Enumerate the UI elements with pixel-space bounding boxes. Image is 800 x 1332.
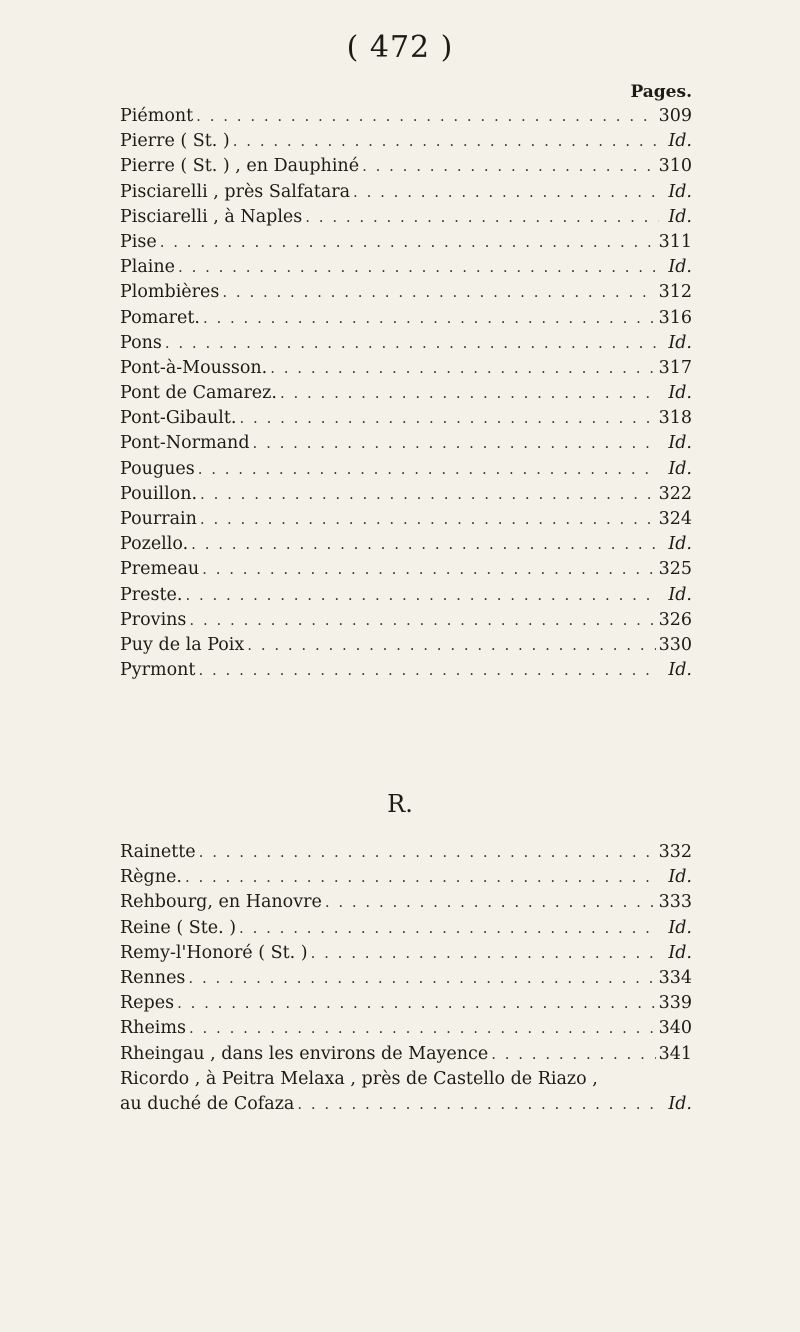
- index-entry: [120, 1018, 692, 1043]
- entry-name: Rehbourg, en Hanovre: [120, 892, 322, 913]
- index-entry: [120, 892, 692, 917]
- dot-leader: [247, 636, 655, 654]
- entry-page: Id.: [668, 867, 692, 888]
- entry-name: Pisciarelli , près Salfatara: [120, 181, 351, 202]
- entry-name: Pierre ( St. ) , en Dauphiné: [120, 156, 360, 177]
- entry-name: Premeau: [120, 559, 200, 580]
- dot-leader: [198, 661, 659, 679]
- dot-leader: [270, 359, 655, 377]
- entry-name: Reine ( Ste. ): [120, 917, 237, 938]
- dot-leader: [233, 132, 659, 150]
- index-entry: [120, 635, 692, 660]
- entry-page: Id.: [668, 458, 692, 479]
- index-entry: [120, 660, 692, 685]
- entry-name: Repes: [120, 993, 175, 1014]
- dot-leader: [305, 208, 659, 226]
- entry-page: 341: [658, 1043, 692, 1064]
- entry-page: 325: [658, 559, 692, 580]
- entry-name: Plaine: [120, 257, 176, 278]
- entry-page: 318: [658, 408, 692, 429]
- index-entry: [120, 585, 692, 610]
- entry-page: Id.: [668, 257, 692, 278]
- index-entry: [120, 106, 692, 131]
- entry-name: Pont-Gibault.: [120, 408, 237, 429]
- entry-name: Piémont: [120, 106, 194, 126]
- entry-name: Pougues: [120, 458, 195, 479]
- dot-leader: [280, 384, 659, 402]
- index-entry: [120, 383, 692, 408]
- entry-page: 316: [658, 307, 692, 328]
- entry-page: Id.: [668, 917, 692, 938]
- entry-page: Id.: [668, 131, 692, 152]
- entry-page: 309: [658, 106, 692, 126]
- index-entry: [120, 459, 692, 484]
- entry-page: Id.: [668, 383, 692, 404]
- entry-name: Règne.: [120, 867, 182, 888]
- entry-page: Id.: [668, 433, 692, 454]
- dot-leader: [297, 1095, 659, 1113]
- entry-name: Pozello.: [120, 534, 189, 555]
- entry-page: Id.: [668, 181, 692, 202]
- dot-leader: [189, 1019, 656, 1037]
- entry-name: Pomaret.: [120, 307, 200, 328]
- entry-page: 317: [658, 357, 692, 378]
- dot-leader: [191, 535, 659, 553]
- index-entry: [120, 182, 692, 207]
- index-entry: [120, 842, 692, 867]
- entry-page: 322: [658, 483, 692, 504]
- index-entry: [120, 943, 692, 968]
- dot-leader: [185, 868, 659, 886]
- dot-leader: [198, 460, 659, 478]
- entry-page: Id.: [668, 332, 692, 353]
- entry-name: Puy de la Poix: [120, 634, 245, 655]
- index-entry: [120, 1044, 692, 1069]
- dot-leader: [165, 334, 659, 352]
- entry-page: 330: [658, 634, 692, 655]
- entry-name: Pierre ( St. ): [120, 131, 230, 152]
- index-entry: [120, 509, 692, 534]
- dot-leader: [222, 283, 655, 301]
- index-entry: [120, 1069, 692, 1094]
- index-entry: [120, 484, 692, 509]
- dot-leader: [188, 969, 655, 987]
- dot-leader: [177, 994, 656, 1012]
- entry-page: 333: [658, 892, 692, 913]
- index-entry: [120, 282, 692, 307]
- entry-page: Id.: [668, 534, 692, 555]
- entry-page: 312: [658, 282, 692, 303]
- dot-leader: [200, 485, 656, 503]
- index-entry: [120, 534, 692, 559]
- entry-page: 339: [658, 993, 692, 1014]
- index-entry: [120, 433, 692, 458]
- index-entry: [120, 968, 692, 993]
- index-entry: [120, 232, 692, 257]
- dot-leader: [196, 107, 655, 125]
- entry-name: Rheingau , dans les environs de Mayence: [120, 1043, 489, 1064]
- entry-page: Id.: [668, 206, 692, 227]
- entry-page: 324: [658, 509, 692, 529]
- entry-page: 311: [658, 231, 692, 252]
- index-entry: [120, 408, 692, 433]
- dot-leader: [199, 843, 656, 861]
- entry-name: Plombières: [120, 282, 220, 303]
- dot-leader: [325, 893, 656, 911]
- entry-name: Pons: [120, 332, 162, 353]
- dot-leader: [178, 258, 659, 276]
- index-entry: [120, 131, 692, 156]
- page-number: ( 472 ): [346, 30, 454, 65]
- entry-page: Id.: [668, 942, 692, 963]
- dot-leader: [362, 157, 656, 175]
- index-entry: [120, 1094, 692, 1119]
- index-entry: [120, 308, 692, 333]
- dot-leader: [189, 611, 655, 629]
- index-entry: [120, 156, 692, 181]
- dot-leader: [160, 233, 656, 251]
- dot-leader: [239, 919, 659, 937]
- index-entry: [120, 559, 692, 584]
- dot-leader: [185, 586, 659, 604]
- index-list-r: [120, 842, 692, 1119]
- entry-name: au duché de Cofaza: [120, 1093, 295, 1114]
- index-entry: [120, 333, 692, 358]
- entry-name: Rainette: [120, 842, 196, 862]
- entry-name: Remy-l'Honoré ( St. ): [120, 942, 308, 963]
- dot-leader: [203, 309, 656, 327]
- dot-leader: [353, 183, 659, 201]
- index-entry: [120, 358, 692, 383]
- entry-page: 310: [658, 156, 692, 177]
- dot-leader: [491, 1045, 655, 1063]
- entry-name: Preste.: [120, 584, 183, 605]
- dot-leader: [200, 510, 656, 528]
- entry-page: 340: [658, 1018, 692, 1039]
- entry-name: Rheims: [120, 1018, 186, 1039]
- pages-column-header: Pages.: [630, 82, 692, 102]
- index-entry: [120, 918, 692, 943]
- index-entry: [120, 993, 692, 1018]
- entry-page: 334: [658, 967, 692, 988]
- section-letter-r: R.: [387, 790, 413, 818]
- entry-name: Provins: [120, 609, 187, 630]
- entry-name: Pise: [120, 231, 157, 252]
- entry-page: Id.: [668, 584, 692, 605]
- entry-page: Id.: [668, 660, 692, 681]
- dot-leader: [253, 434, 659, 452]
- entry-name: Pyrmont: [120, 660, 196, 681]
- index-entry: [120, 867, 692, 892]
- index-entry: [120, 610, 692, 635]
- entry-name: Pont de Camarez.: [120, 383, 277, 404]
- entry-name: Pourrain: [120, 509, 197, 529]
- entry-name: Rennes: [120, 967, 186, 988]
- entry-name: Pisciarelli , à Naples: [120, 206, 303, 227]
- entry-page: 326: [658, 609, 692, 630]
- entry-name: Pouillon.: [120, 483, 198, 504]
- entry-page: Id.: [668, 1093, 692, 1114]
- dot-leader: [240, 409, 656, 427]
- entry-name: Ricordo , à Peitra Melaxa , près de Castello de Riazo ,: [120, 1068, 598, 1089]
- dot-leader: [202, 560, 655, 578]
- entry-name: Pont-Normand: [120, 433, 250, 454]
- index-entry: [120, 257, 692, 282]
- entry-page: 332: [658, 842, 692, 862]
- index-list-p: [120, 106, 692, 685]
- index-entry: [120, 207, 692, 232]
- dot-leader: [311, 944, 659, 962]
- entry-name: Pont-à-Mousson.: [120, 357, 268, 378]
